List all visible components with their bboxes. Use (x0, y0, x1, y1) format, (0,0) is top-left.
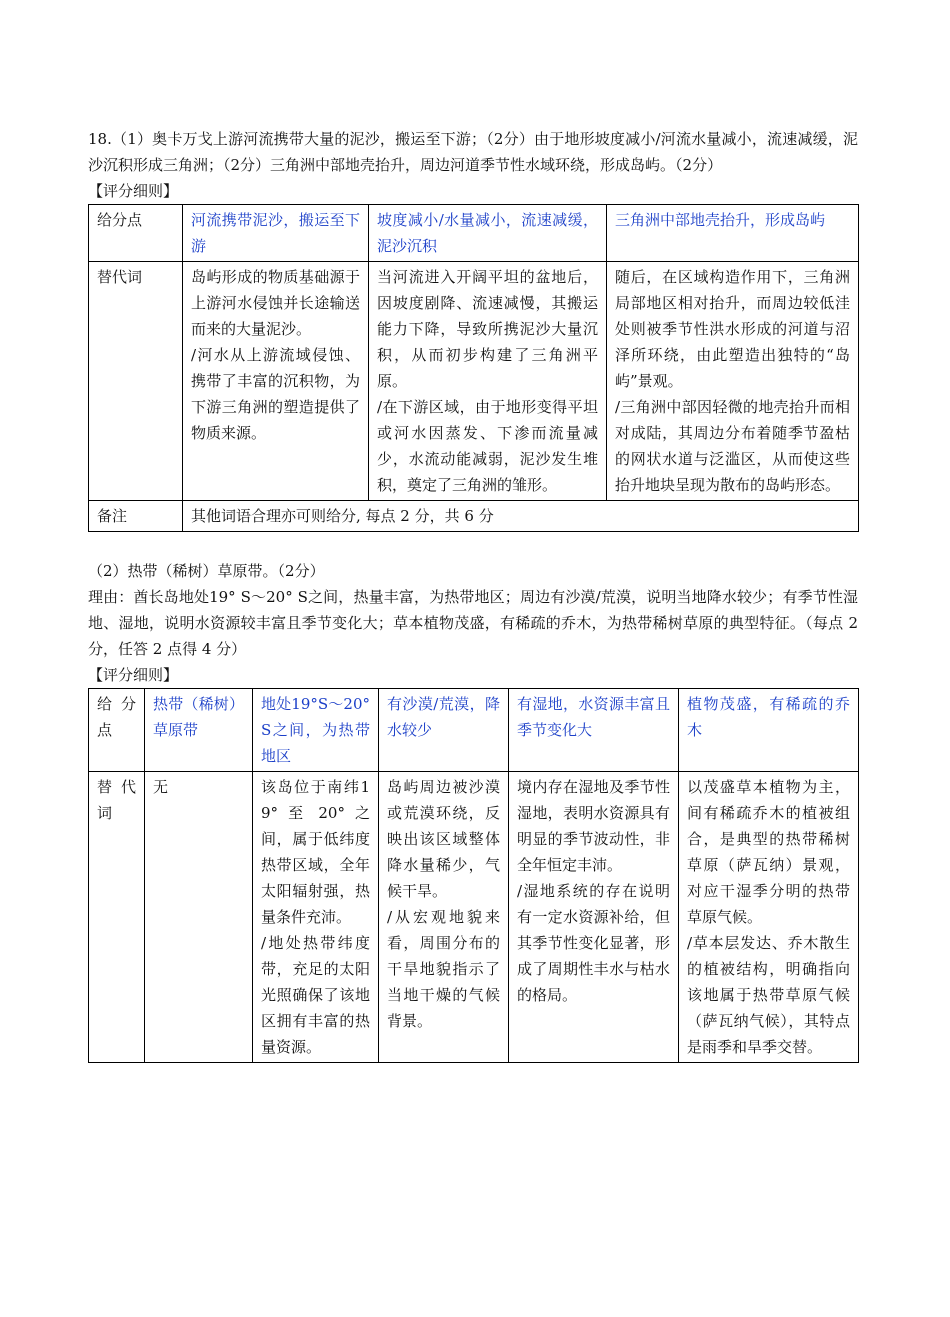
row-label-alternatives: 替代词 (89, 772, 145, 1063)
point-cell: 河流携带泥沙，搬运至下游 (183, 205, 369, 262)
alternative-cell: 以茂盛草本植物为主，间有稀疏乔木的植被组合，是典型的热带稀树草原（萨瓦纳）景观，对应干湿季分明的热带草原气候。 /草本层发达、乔木散生的植被结构，明确指向该地属于热带草原气候（萨瓦纳气候），其特点是雨季和旱季交替。 (679, 772, 859, 1063)
table-row (89, 262, 859, 501)
table-row (89, 205, 859, 262)
rubric-table-2 (88, 688, 859, 1063)
alternative-cell: 无 (145, 772, 253, 1063)
point-cell: 植物茂盛，有稀疏的乔木 (679, 689, 859, 772)
table-row (89, 501, 859, 532)
alternative-cell: 境内存在湿地及季节性湿地，表明水资源具有明显的季节波动性，非全年恒定丰沛。 /湿地系统的存在说明有一定水资源补给，但其季节性变化显著，形成了周期性丰水与枯水的格局。 (509, 772, 679, 1063)
note-cell: 其他词语合理亦可则给分, 每点 2 分，共 6 分 (183, 501, 859, 532)
table-row (89, 772, 859, 1063)
point-cell: 有湿地，水资源丰富且季节变化大 (509, 689, 679, 772)
point-cell: 坡度减小/水量减小，流速减缓，泥沙沉积 (369, 205, 607, 262)
alternative-cell: 该岛位于南纬19° 至 20° 之间，属于低纬度热带区域，全年太阳辐射强，热量条件充沛。 /地处热带纬度带，充足的太阳光照确保了该地区拥有丰富的热量资源。 (253, 772, 379, 1063)
rubric-heading-1: 【评分细则】 (88, 182, 179, 200)
alternative-cell: 岛屿形成的物质基础源于上游河水侵蚀并长途输送而来的大量泥沙。 /河水从上游流域侵蚀、携带了丰富的沉积物，为下游三角洲的塑造提供了物质来源。 (183, 262, 369, 501)
part2-answer: （2）热带（稀树）草原带。（2分） (88, 562, 325, 580)
row-label-points: 给分点 (89, 689, 145, 772)
part2-reason: 理由：酋长岛地处19° S～20° S之间，热量丰富，为热带地区；周边有沙漠/荒漠，说明当地降水较少；有季节性湿地、湿地，说明水资源较丰富且季节变化大；草本植物茂盛，有稀疏的乔木，为热带稀树草原的典型特征。（每点 2 分，任答 2 点得 4 分） (88, 588, 858, 658)
table-row (89, 689, 859, 772)
rubric-table-1 (88, 204, 859, 532)
alternative-cell: 随后，在区域构造作用下，三角洲局部地区相对抬升，而周边较低洼处则被季节性洪水形成的河道与沼泽所环绕，由此塑造出独特的“岛屿”景观。 /三角洲中部因轻微的地壳抬升而相对成陆，其周边分布着随季节盈枯的网状水道与泛滥区，从而使这些抬升地块呈现为散布的岛屿形态。 (607, 262, 859, 501)
row-label-points: 给分点 (89, 205, 183, 262)
point-cell: 有沙漠/荒漠，降水较少 (379, 689, 509, 772)
point-cell: 地处19°S～20°S之间，为热带地区 (253, 689, 379, 772)
row-label-alternatives: 替代词 (89, 262, 183, 501)
point-cell: 热带（稀树）草原带 (145, 689, 253, 772)
alternative-cell: 岛屿周边被沙漠或荒漠环绕，反映出该区域整体降水量稀少，气候干旱。 /从宏观地貌来看，周围分布的干旱地貌指示了当地干燥的气候背景。 (379, 772, 509, 1063)
point-cell: 三角洲中部地壳抬升，形成岛屿 (607, 205, 859, 262)
part1-answer: 18.（1）奥卡万戈上游河流携带大量的泥沙，搬运至下游；（2分）由于地形坡度减小/河流水量减小，流速减缓，泥沙沉积形成三角洲；（2分）三角洲中部地壳抬升，周边河道季节性水域环绕，形成岛屿。（2分） (88, 130, 858, 174)
answer-page (88, 126, 858, 1063)
row-label-note: 备注 (89, 501, 183, 532)
rubric-heading-2: 【评分细则】 (88, 666, 179, 684)
alternative-cell: 当河流进入开阔平坦的盆地后，因坡度剧降、流速减慢，其搬运能力下降，导致所携泥沙大量沉积，从而初步构建了三角洲平原。 /在下游区域，由于地形变得平坦或河水因蒸发、下渗而流量减少，水流动能减弱，泥沙发生堆积，奠定了三角洲的雏形。 (369, 262, 607, 501)
